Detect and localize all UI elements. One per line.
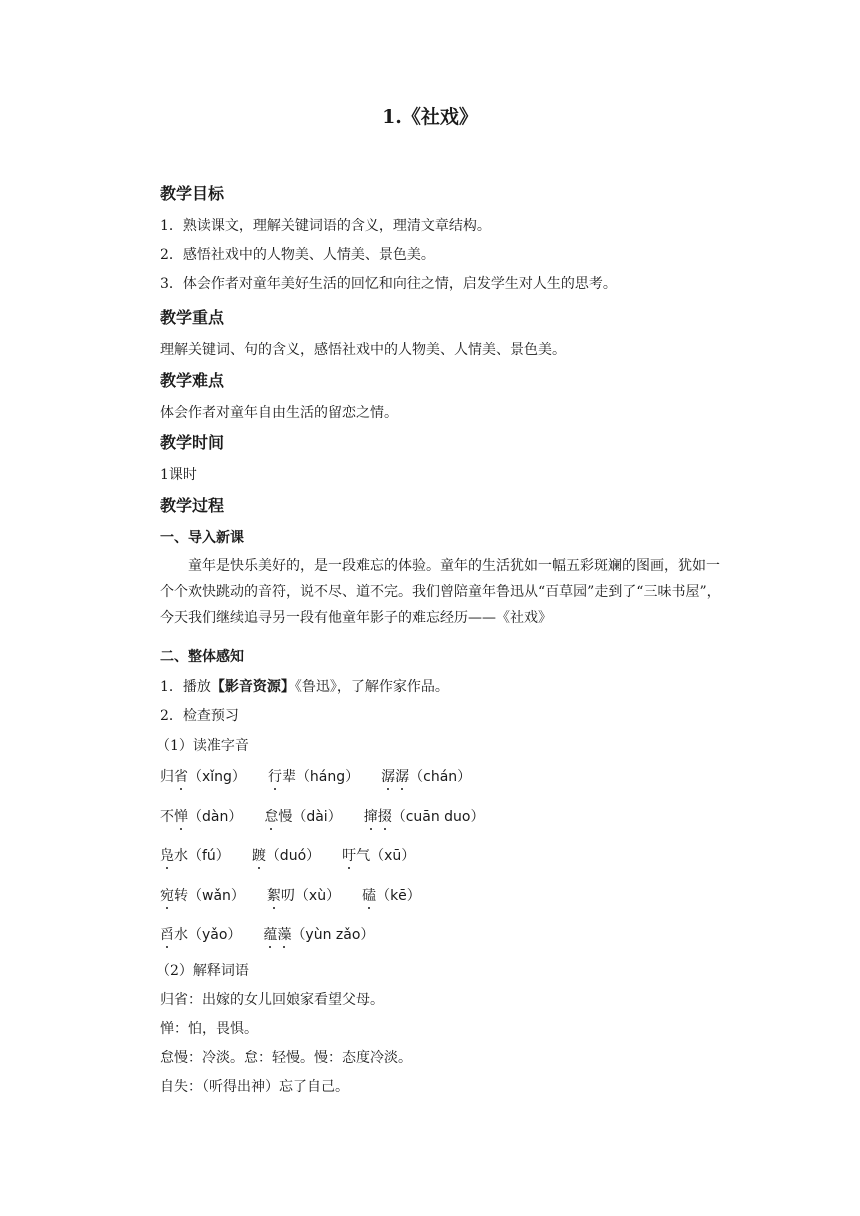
emphasis-dot-char: 怠 [264, 809, 279, 825]
focus-text: 理解关键词、句的含义，感悟社戏中的人物美、人情美、景色美。 [160, 342, 566, 358]
focus-heading: 教学重点 [160, 308, 225, 327]
explain-item-4: 自失：（听得出神）忘了自己。 [160, 1079, 349, 1095]
time-text: 1课时 [160, 467, 197, 483]
pronunciation-item [267, 888, 340, 904]
pronunciation-item [263, 927, 374, 943]
target-character [263, 927, 291, 943]
pronunciation-row [160, 886, 740, 906]
target-character [267, 888, 281, 904]
play-line [160, 677, 740, 697]
pronunciation-item [160, 809, 242, 825]
play-suffix: 《鲁迅》，了解作家作品。 [294, 679, 449, 695]
pinyin: （duó） [265, 848, 321, 864]
intro-paragraph: 童年是快乐美好的，是一段难忘的体验。童年的生活犹如一幅五彩斑斓的图画，犹如一个个欢快跳动的音符，说不尽、道不完。我们曾陪童年鲁迅从“百草园”走到了“三味书屋”，今天我们继续追寻另一段有他童年影子的难忘经历——《社戏》 [160, 558, 721, 626]
word-part: 辈 [281, 769, 296, 785]
target-character [264, 809, 278, 825]
explain-item-3: 怠慢：冷淡。怠：轻慢。慢：态度冷淡。 [160, 1050, 412, 1066]
emphasis-dot-char: 凫 [160, 848, 174, 864]
emphasis-dot-char: 舀 [160, 927, 174, 943]
pronunciation-row [160, 807, 740, 827]
goals-heading: 教学目标 [160, 184, 225, 203]
emphasis-dot-char: 惮 [174, 809, 188, 825]
target-character [160, 848, 174, 864]
target-character [342, 848, 356, 864]
pronunciation-item [252, 848, 320, 864]
emphasis-dot-char: 潺 [395, 769, 410, 785]
pinyin: （fú） [188, 848, 230, 864]
pronunciation-item [342, 848, 415, 864]
emphasis-dot-char: 掇 [377, 809, 392, 825]
pinyin: （dài） [292, 809, 342, 825]
word-part: 叨 [280, 888, 295, 904]
emphasis-dot-char: 藻 [277, 927, 292, 943]
pronunciation-item [160, 888, 245, 904]
goal-item-2: 2．感悟社戏中的人物美、人情美、景色美。 [160, 247, 435, 263]
section-1-heading: 一、导入新课 [160, 530, 244, 546]
explain-item-1: 归省：出嫁的女儿回娘家看望父母。 [160, 992, 384, 1008]
target-character [381, 769, 409, 785]
target-character [252, 848, 266, 864]
explain-heading: （2）解释词语 [156, 963, 249, 979]
pinyin: （chán） [409, 769, 472, 785]
check-preview: 2．检查预习 [160, 708, 239, 724]
difficulty-heading: 教学难点 [160, 371, 225, 390]
target-character [174, 809, 188, 825]
emphasis-dot-char: 蕴 [263, 927, 278, 943]
emphasis-dot-char: 宛 [160, 888, 174, 904]
word-part: 归 [160, 769, 174, 785]
emphasis-dot-char: 絮 [266, 888, 281, 904]
read-heading: （1）读准字音 [156, 738, 249, 754]
pronunciation-item [268, 769, 359, 785]
pinyin: （xǐng） [188, 769, 246, 785]
word-part: 转 [174, 888, 188, 904]
word-part: 慢 [278, 809, 293, 825]
pinyin: （wǎn） [188, 888, 245, 904]
word-part: 气 [356, 848, 371, 864]
goal-item-1: 1．熟读课文，理解关键词语的含义，理清文章结构。 [160, 218, 491, 234]
pronunciation-item [160, 769, 246, 785]
emphasis-dot-char: 撺 [363, 809, 378, 825]
emphasis-dot-char: 省 [174, 769, 188, 785]
word-part: 水 [174, 927, 188, 943]
word-part: 水 [174, 848, 188, 864]
emphasis-dot-char: 磕 [362, 888, 377, 904]
pinyin: （yǎo） [188, 927, 242, 943]
target-character [362, 888, 376, 904]
pronunciation-item [160, 848, 230, 864]
pronunciation-item [362, 888, 421, 904]
difficulty-text: 体会作者对童年自由生活的留恋之情。 [160, 405, 398, 421]
process-heading: 教学过程 [160, 496, 225, 515]
emphasis-dot-char: 潺 [381, 769, 396, 785]
pronunciation-item [264, 809, 341, 825]
pronunciation-row [160, 767, 740, 787]
pronunciation-row [160, 925, 740, 945]
target-character [160, 927, 174, 943]
pronunciation-item [364, 809, 485, 825]
pinyin: （cuān duo） [391, 809, 485, 825]
pinyin: （xù） [294, 888, 341, 904]
pinyin: （yùn zǎo） [291, 927, 375, 943]
emphasis-dot-char: 踱 [251, 848, 266, 864]
target-character [174, 769, 188, 785]
pronunciation-row [160, 846, 740, 866]
pinyin: （dàn） [188, 809, 243, 825]
emphasis-dot-char: 吁 [342, 848, 357, 864]
media-resource-label: 【影音资源】 [210, 679, 295, 695]
pinyin: （xū） [370, 848, 416, 864]
pinyin: （háng） [295, 769, 360, 785]
target-character [160, 888, 174, 904]
page-title: 1.《社戏》 [382, 106, 478, 128]
play-prefix: 1．播放 [160, 679, 211, 695]
word-part: 不 [160, 809, 174, 825]
target-character [364, 809, 392, 825]
pronunciation-item [381, 769, 471, 785]
pinyin: （kē） [376, 888, 421, 904]
pronunciation-item [160, 927, 241, 943]
time-heading: 教学时间 [160, 433, 225, 452]
explain-item-2: 惮：怕，畏惧。 [160, 1021, 258, 1037]
goal-item-3: 3．体会作者对童年美好生活的回忆和向往之情，启发学生对人生的思考。 [160, 276, 617, 292]
target-character [268, 769, 282, 785]
section-2-heading: 二、整体感知 [160, 649, 244, 665]
emphasis-dot-char: 行 [267, 769, 282, 785]
